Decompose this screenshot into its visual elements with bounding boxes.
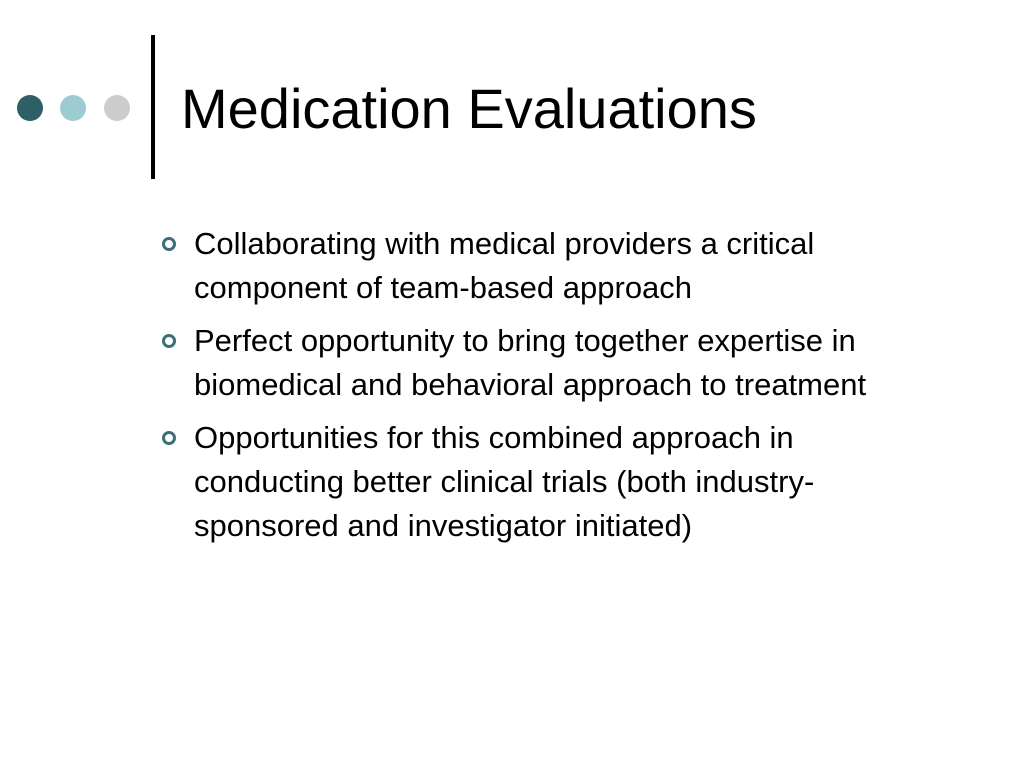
slide-title: Medication Evaluations — [181, 77, 757, 140]
bullet-circle-icon — [162, 334, 176, 348]
bullet-item — [160, 319, 940, 407]
bullet-list — [160, 222, 940, 557]
light-teal-dot-icon — [60, 95, 86, 121]
title-divider — [151, 35, 155, 179]
bullet-circle-icon — [162, 431, 176, 445]
bullet-text: Collaborating with medical providers a critical component of team-based approach — [194, 226, 815, 305]
bullet-circle-icon — [162, 237, 176, 251]
grey-dot-icon — [104, 95, 130, 121]
dark-teal-dot-icon — [17, 95, 43, 121]
bullet-text: Perfect opportunity to bring together expertise in biomedical and behavioral approach to treatment — [194, 323, 867, 402]
bullet-text: Opportunities for this combined approach in conducting better clinical trials (both industry-sponsored and investigator initiated) — [194, 420, 815, 543]
bullet-item — [160, 222, 940, 310]
bullet-item — [160, 416, 940, 548]
